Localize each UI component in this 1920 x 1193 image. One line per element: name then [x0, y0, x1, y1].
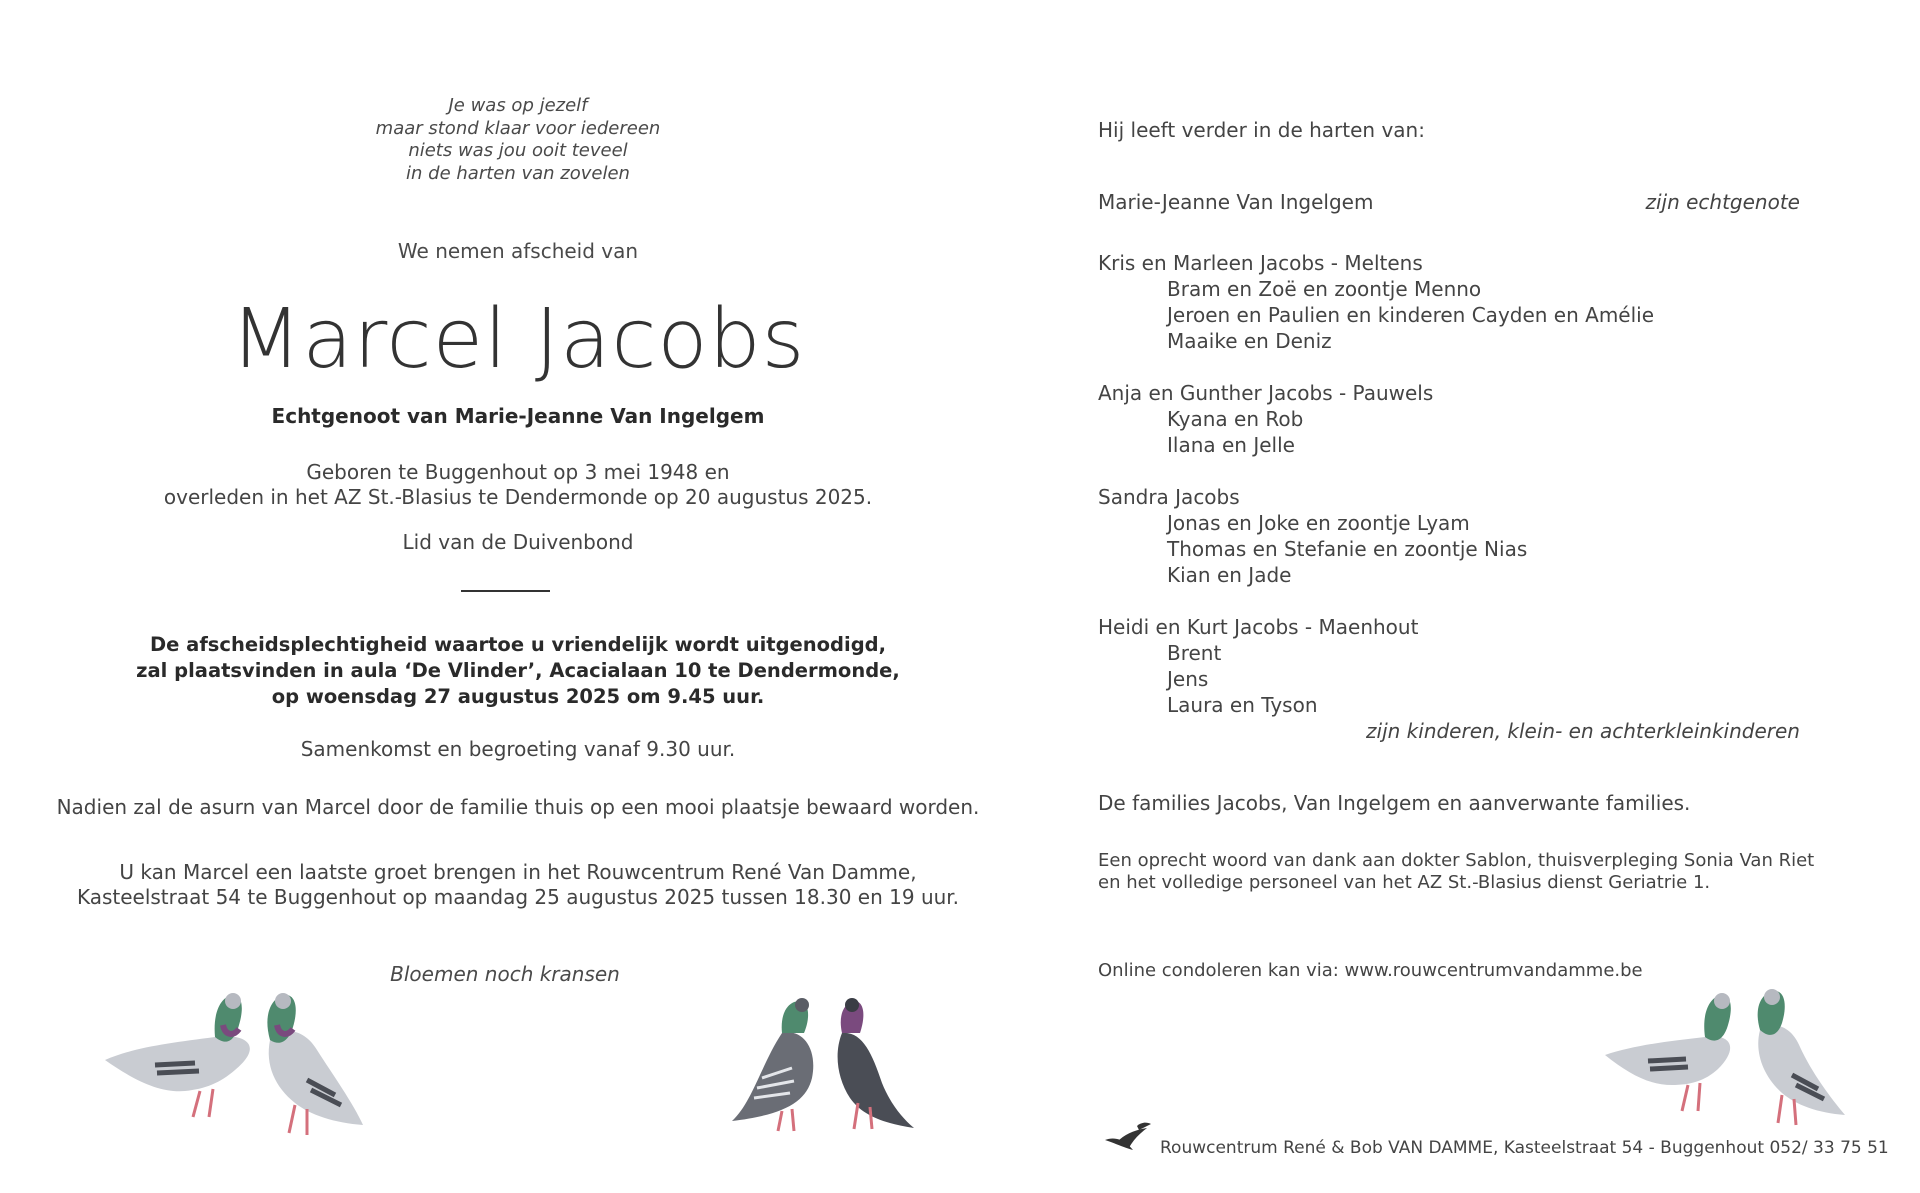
spacer [1098, 458, 1800, 484]
intro-text: We nemen afscheid van [397, 239, 639, 263]
died-line: overleden in het AZ St.-Blasius te Dendermonde op 20 augustus 2025. [163, 485, 873, 509]
deceased-name: Marcel Jacobs [230, 292, 806, 387]
spacer [1098, 588, 1800, 614]
birth-death-info [0, 460, 1036, 510]
pigeon-pair-right-illustration [1600, 985, 1850, 1140]
ceremony-line: De afscheidsplechtigheid waartoe u vriendelijk wordt uitgenodigd, [149, 633, 887, 656]
grandchild: Jonas en Joke en zoontje Lyam [1167, 511, 1470, 535]
child-parents: Heidi en Kurt Jacobs - Maenhout [1098, 615, 1419, 639]
children-relation: zijn kinderen, klein- en achterkleinkinderen [1366, 719, 1800, 743]
family-group [1098, 380, 1800, 458]
born-line: Geboren te Buggenhout op 3 mei 1948 en [306, 460, 730, 484]
thanks-line: Een oprecht woord van dank aan dokter Sablon, thuisverpleging Sonia Van Riet [1098, 850, 1815, 871]
visitation-info [0, 860, 1036, 910]
grandchild: Jens [1167, 667, 1209, 691]
no-flowers-note: Bloemen noch kransen [390, 962, 620, 986]
visit-line: Kasteelstraat 54 te Buggenhout op maandag 25 augustus 2025 tussen 18.30 en 19 uur. [76, 885, 960, 909]
grandchild: Kyana en Rob [1167, 407, 1304, 431]
family-group [1098, 250, 1800, 354]
grandchild: Jeroen en Paulien en kinderen Cayden en Amélie [1167, 303, 1655, 327]
wife-name: Marie-Jeanne Van Ingelgem [1098, 190, 1374, 214]
poem-line: in de harten van zovelen [406, 162, 630, 184]
poem [0, 95, 1036, 185]
thanks-note [1098, 850, 1814, 894]
grandchild: Laura en Tyson [1167, 693, 1318, 717]
family-group [1098, 614, 1800, 718]
wife-relation: zijn echtgenote [1645, 190, 1800, 214]
divider [461, 590, 550, 592]
children-list [1098, 250, 1800, 744]
ceremony-line: zal plaatsvinden in aula ‘De Vlinder’, Acacialaan 10 te Dendermonde, [136, 659, 900, 682]
funeral-home-logo [1103, 1120, 1153, 1154]
poem-line: maar stond klaar voor iedereen [375, 117, 661, 139]
wife-row [1098, 190, 1800, 214]
thanks-line: en het volledige personeel van het AZ St.-Blasius dienst Geriatrie 1. [1098, 872, 1711, 893]
child-parents: Anja en Gunther Jacobs - Pauwels [1098, 381, 1434, 405]
child-parents: Kris en Marleen Jacobs - Meltens [1098, 251, 1423, 275]
grandchild: Kian en Jade [1167, 563, 1292, 587]
gathering-info: Samenkomst en begroeting vanaf 9.30 uur. [300, 737, 736, 761]
spacer [1098, 354, 1800, 380]
grandchild: Bram en Zoë en zoontje Menno [1167, 277, 1482, 301]
pigeon-pair-middle-illustration [722, 993, 922, 1143]
funeral-home-footer: Rouwcentrum René & Bob VAN DAMME, Kasteelstraat 54 - Buggenhout 052/ 33 75 51 [1160, 1138, 1889, 1158]
grandchild: Maaike en Deniz [1167, 329, 1332, 353]
ceremony-line: op woensdag 27 augustus 2025 om 9.45 uur. [271, 685, 765, 708]
online-condolences: Online condoleren kan via: www.rouwcentrumvandamme.be [1098, 960, 1643, 981]
family-group [1098, 484, 1800, 588]
poem-line: Je was op jezelf [448, 95, 588, 116]
club-membership: Lid van de Duivenbond [402, 530, 634, 554]
poem-line: niets was jou ooit teveel [408, 140, 628, 161]
pigeon-pair-left-illustration [95, 985, 375, 1145]
ceremony-info [0, 632, 1036, 710]
grandchild: Brent [1167, 641, 1222, 665]
grandchild: Thomas en Stefanie en zoontje Nias [1167, 537, 1528, 561]
extended-families: De families Jacobs, Van Ingelgem en aanverwante families. [1098, 791, 1691, 815]
spouse-line: Echtgenoot van Marie-Jeanne Van Ingelgem [271, 404, 765, 428]
survived-by-heading: Hij leeft verder in de harten van: [1098, 118, 1425, 142]
grandchild: Ilana en Jelle [1167, 433, 1295, 457]
visit-line: U kan Marcel een laatste groet brengen in het Rouwcentrum René Van Damme, [119, 860, 917, 884]
child-parents: Sandra Jacobs [1098, 485, 1240, 509]
ashes-info: Nadien zal de asurn van Marcel door de familie thuis op een mooi plaatsje bewaard worden. [56, 795, 980, 819]
